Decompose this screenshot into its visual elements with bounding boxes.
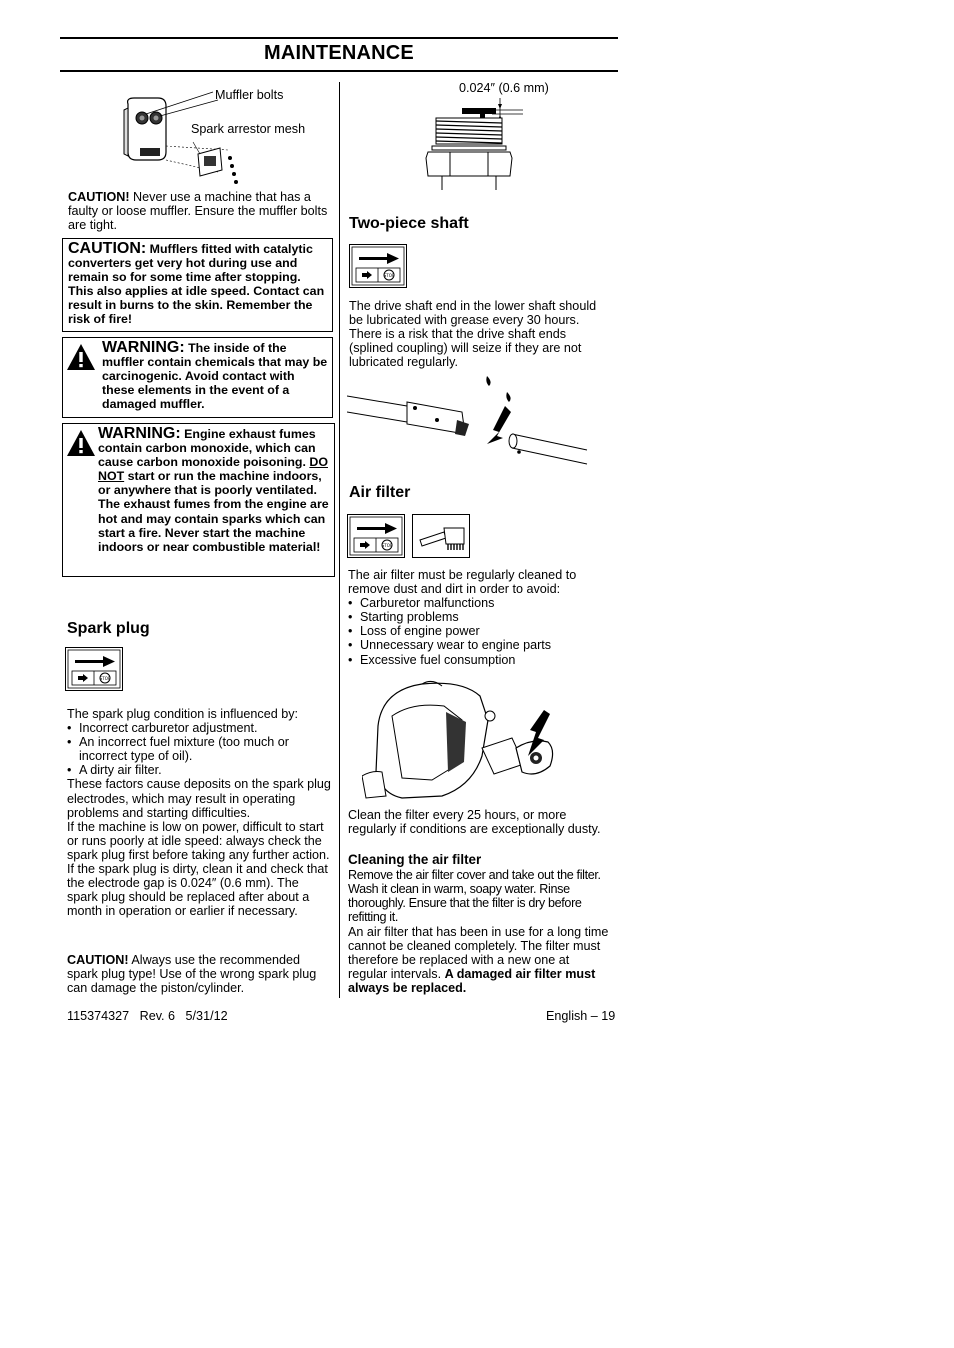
gap-label: 0.024″ (0.6 mm) (459, 81, 549, 95)
warning2-do-not: DO NOT (98, 455, 328, 484)
label-spark-arrestor-mesh: Spark arrestor mesh (191, 122, 306, 136)
svg-text:STOP: STOP (381, 543, 393, 548)
caution-label: CAUTION! (68, 190, 130, 204)
warning-triangle-icon (66, 343, 96, 371)
air-filter-intro: The air filter must be regularly cleaned to remove dust and dirt in order to avoid: (348, 568, 577, 597)
page-title: MAINTENANCE (264, 42, 414, 64)
shaft-heading: Two-piece shaft (349, 215, 469, 232)
warning-triangle-icon (66, 429, 96, 457)
list-item: • Excessive fuel consumption (348, 653, 606, 667)
air-filter-replace (348, 925, 610, 995)
caution-box-text: Mufflers fitted with catalytic converters get very hot during use and remain so for some time after stopping. This also applies at idle speed. Contact can result in burns to the skin. Remember the risk of fire! (68, 242, 325, 327)
label-muffler-bolts: Muffler bolts (215, 88, 284, 102)
svg-text:STOP: STOP (383, 273, 395, 278)
title-rule (60, 70, 618, 72)
arrow-stop-icon (65, 647, 123, 691)
caution-text: Never use a machine that has a faulty or loose muffler. Ensure the muffler bolts are tight. (68, 190, 328, 233)
caution-heading: CAUTION: (68, 240, 147, 257)
caution-box (62, 238, 333, 332)
list-item: • Starting problems (348, 610, 606, 624)
top-rule (60, 37, 618, 39)
air-filter-illustration (362, 676, 580, 804)
brush-icon (412, 514, 470, 558)
shaft-text: The drive shaft end in the lower shaft should be lubricated with grease every 30 hours. There is a risk that the drive shaft ends (splined coupling) will seize if they are not lubricated regularly. (349, 299, 597, 370)
air-filter-list (348, 596, 606, 666)
spark-plug-list (67, 721, 332, 777)
page-number: English – 19 (546, 1009, 616, 1023)
column-divider (339, 82, 340, 998)
list-item: • Incorrect carburetor adjustment. (67, 721, 332, 735)
muffler-illustration (118, 90, 248, 190)
spark-plug-illustration (420, 96, 530, 192)
warning2-heading: WARNING: (98, 425, 181, 442)
list-item: • Carburetor malfunctions (348, 596, 606, 610)
spark-plug-para2: If the machine is low on power, difficult to start or runs poorly at idle speed: always check the spark plug first before taking any further action. If the spark plug is dirty, clean it and check that the electrode gap is 0.024″ (0.6 mm). The spark plug should be replaced after about a month in operation or earlier if necessary. (67, 819, 330, 919)
air-filter-body (348, 568, 606, 667)
warning-box-muffler (62, 337, 333, 418)
list-item: • A dirty air filter. (67, 763, 332, 777)
air-filter-subheading: Cleaning the air filter (348, 852, 482, 867)
warning2-text-a: Engine exhaust fumes contain carbon monoxide, which can cause carbon monoxide poisoning. (98, 427, 316, 470)
shaft-illustration (347, 372, 589, 470)
arrow-stop-icon (347, 514, 405, 558)
caution-text: Always use the recommended spark plug type! Use of the wrong spark plug can damage the piston/cylinder. (67, 953, 317, 996)
spark-plug-heading: Spark plug (67, 620, 150, 637)
warning1-text: The inside of the muffler contain chemicals that may be carcinogenic. Avoid contact with these elements in the event of a damaged muffler. (102, 341, 328, 412)
air-filter-clean-text: Clean the filter every 25 hours, or more regularly if conditions are exceptionally dusty. (348, 808, 601, 837)
warning-box-exhaust (62, 423, 335, 577)
air-filter-replace-text: An air filter that has been in use for a long time cannot be cleaned completely. The filter must therefore be replaced with a new one at regular intervals. (348, 925, 609, 982)
air-filter-cleaning-text: Remove the air filter cover and take out the filter. Wash it clean in warm, soapy water. Rinse thoroughly. Ensure that the filter is dry before refitting it. (348, 868, 601, 925)
spark-plug-intro: The spark plug condition is influenced by: (67, 707, 299, 721)
list-item: • An incorrect fuel mixture (too much or incorrect type of oil). (67, 735, 332, 763)
muffler-caution (68, 190, 332, 232)
list-item: • Unnecessary wear to engine parts (348, 638, 606, 652)
caution-label: CAUTION! (67, 953, 129, 967)
list-item: • Loss of engine power (348, 624, 606, 638)
spark-plug-caution (67, 953, 332, 995)
air-filter-heading: Air filter (349, 484, 411, 501)
doc-number: 115374327 Rev. 6 5/31/12 (67, 1009, 228, 1023)
spark-plug-para1: These factors cause deposits on the spark plug electrodes, which may result in operating problems and starting difficulties. (67, 777, 331, 820)
arrow-stop-icon (349, 244, 407, 288)
spark-plug-body (67, 707, 332, 918)
warning2-text-b: start or run the machine indoors, or anywhere that is poorly ventilated. The exhaust fumes from the engine are hot and may contain sparks which can start a fire. Never start the machine indoors or near combustible material! (98, 469, 329, 554)
svg-text:STOP: STOP (99, 676, 111, 681)
air-filter-replace-bold: A damaged air filter must always be replaced. (348, 967, 596, 996)
warning1-heading: WARNING: (102, 339, 185, 356)
